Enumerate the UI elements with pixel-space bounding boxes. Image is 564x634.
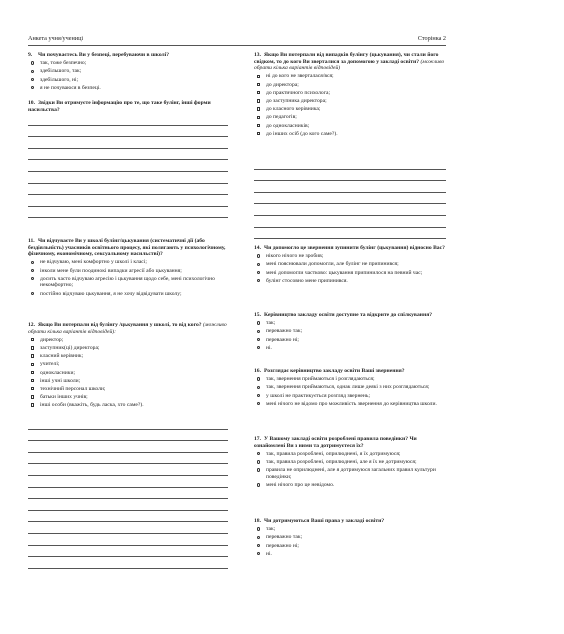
question-label: Якщо Ви потерпали від випадків булінгу (цькування), чи стали його свідком, то до кого Ви зверталися за допомогою у закладі освіти? [254,52,439,65]
question-13 [254,52,446,137]
answer-option[interactable] [254,270,446,277]
answer-option-label: батьки інших учнів; [40,394,88,401]
question-label: Розглядає керівництво закладу освіти Ваші звернення? [264,368,405,374]
radio-button[interactable] [257,377,260,380]
answer-option-label: постійно відчуваю цькування, я не хочу відвідувати школу; [40,290,182,297]
answer-option[interactable] [28,259,228,266]
radio-button[interactable] [31,292,34,295]
answer-option[interactable] [254,451,446,458]
question-number: 10. [28,100,35,106]
checkbox[interactable] [257,116,260,119]
answer-option[interactable] [254,543,446,550]
radio-button[interactable] [257,544,260,547]
checkbox[interactable] [31,387,34,390]
answer-option[interactable] [28,291,228,298]
radio-button[interactable] [257,271,260,274]
question-number: 17. [254,436,261,442]
answer-option-label: правила не оприлюднені, але я дотримуюся загальних правил культури поведінки; [266,467,436,480]
question-text [254,52,446,72]
answer-option[interactable] [28,378,228,385]
radio-button[interactable] [257,254,260,257]
question-number: 16. [254,368,261,374]
answer-option[interactable] [254,384,446,391]
answer-lines-q13[interactable] [254,158,446,239]
question-text [254,436,446,449]
answer-option[interactable] [254,278,446,285]
question-text [254,368,446,375]
answer-option-label: інколи мене були поодинокі випадки агресії або цькування; [40,267,182,274]
answer-option[interactable] [254,131,446,138]
answer-option-label: ні. [266,550,272,557]
answer-option[interactable] [254,401,446,408]
radio-button[interactable] [31,277,34,280]
answer-option-label: до класного керівника; [266,106,321,113]
answer-option-label: інші особи (вкажіть, будь ласка, хто саме?). [40,402,144,409]
answer-option[interactable] [28,60,228,67]
answer-option-label: однокласники; [40,369,75,376]
answer-option[interactable] [254,328,446,335]
answer-option[interactable] [254,467,446,480]
answer-option[interactable] [28,268,228,275]
answer-lines-q12[interactable] [28,418,228,569]
checkbox[interactable] [31,338,34,341]
answer-option-label: мені пояснювали допомогли, але булінг не припинився; [266,261,399,268]
answer-option[interactable] [254,261,446,268]
answer-option[interactable] [28,361,228,368]
radio-button[interactable] [31,78,34,81]
answer-option[interactable] [254,90,446,97]
answer-option[interactable] [254,482,446,489]
question-number: 11. [28,238,35,244]
question-16 [254,368,446,407]
answer-option[interactable] [254,106,446,113]
question-9 [28,52,228,91]
answer-option-label: директор; [40,336,64,343]
answer-option[interactable] [28,68,228,75]
answer-option[interactable] [254,320,446,327]
checkbox[interactable] [257,83,260,86]
answer-option[interactable] [254,526,446,533]
answer-option[interactable] [28,394,228,401]
question-number: 15. [254,312,261,318]
radio-button[interactable] [257,468,260,471]
question-number: 14. [254,245,261,251]
answer-option[interactable] [254,345,446,352]
answer-lines-q10[interactable] [28,114,228,218]
question-text [254,518,446,525]
radio-button[interactable] [257,338,260,341]
question-label: Чи допомогло це звернення зупинити булінг (цькування) відносно Вас? [264,245,445,251]
answer-option-label: у школі не практикується розгляд звернень; [266,392,371,399]
question-label: Звідки Ви отримуєте інформацію про те, що таке булінг, інші форми насильства? [28,100,211,113]
answer-option-label: так, правила розроблені, оприлюднені, я їх дотримуюся; [266,450,401,457]
answer-option-label: до практичного психолога; [266,89,331,96]
answer-option-label: до однокласників; [266,122,310,129]
radio-button[interactable] [257,321,260,324]
answer-option-label: переважно так; [266,534,303,541]
answer-option-label: учителі; [40,361,60,368]
radio-button[interactable] [257,460,260,463]
answer-option-label: інші учні школи; [40,377,81,384]
answer-option-label: переважно ні; [266,542,299,549]
answer-option[interactable] [28,353,228,360]
answer-option-label: так, правила розроблені, оприлюднені, але я їх не дотримуюся; [266,458,417,465]
question-number: 13. [254,52,261,58]
page-number: Сторінка 2 [417,35,446,42]
radio-button[interactable] [31,70,34,73]
answer-option[interactable] [28,85,228,92]
answer-option-label: технічний персонал школи; [40,385,106,392]
radio-button[interactable] [257,452,260,455]
answer-option-label: досить часто відчуваю агресію і цькування щодо себе, мені психологічно некомфортно; [40,275,215,289]
question-text [28,52,228,59]
question-12 [28,322,228,409]
answer-option-label: переважно ні; [266,336,299,343]
radio-button[interactable] [257,279,260,282]
radio-button[interactable] [257,552,260,555]
answer-option[interactable] [28,386,228,393]
checkbox[interactable] [31,395,34,398]
radio-button[interactable] [257,263,260,266]
question-17 [254,436,446,489]
answer-option-label: до педагогів; [266,114,297,121]
radio-button[interactable] [257,346,260,349]
question-text [28,322,228,335]
answer-option[interactable] [254,393,446,400]
answer-option[interactable] [28,77,228,84]
answer-option[interactable] [28,276,228,289]
answer-option-label: нікого нічого не зробив; [266,253,324,260]
header-title: Анкета учня/учениці [28,35,84,42]
question-10 [28,100,228,113]
answer-option-label: до заступника директора; [266,97,327,104]
answer-option-label: до інших осіб (до кого саме?). [266,130,338,137]
question-label: Чи відчуваєте Ви у школі булінг/цькування (систематичні дії (або бездіяльність) учасників освітнього процесу, які полягають у психологічному, фізичному, економічному, сексуальному насильстві)? [28,238,226,258]
answer-option-label: так, звернення приймаються, однак лише деякі з них розглядаються; [266,384,430,391]
question-14 [254,245,446,284]
answer-option[interactable] [254,123,446,130]
answer-option[interactable] [254,73,446,80]
answer-option-label: ні. [266,344,272,351]
answer-option[interactable] [254,114,446,121]
question-text [28,100,228,113]
question-15 [254,312,446,351]
answer-option-label: мені нічого не відомо про можливість звернення до керівництва школи. [266,400,437,407]
question-label: Якщо Ви потерпали від булінгу /цькування у школі, то від кого? [38,322,202,328]
answer-option[interactable] [254,534,446,541]
answer-option-label: класний керівник; [40,353,84,360]
answer-option[interactable] [254,459,446,466]
question-label: Чи дотримуються Ваші права у закладі освіти? [264,518,385,524]
page-header [28,35,446,46]
answer-option-label: булінг стосовно мене припинився. [266,277,348,284]
question-label: Керівництво закладу освіти доступне та відкрите до спілкування? [264,312,433,318]
answer-option-label: мені допомогли частково: цькування припинилося на певний час; [266,269,423,276]
question-text [254,245,446,252]
answer-option[interactable] [28,370,228,377]
answer-option-label: мені нічого про це невідомо. [266,481,335,488]
question-note: (можливо обрати кілька варіантів відповідей) [254,58,445,72]
checkbox[interactable] [31,371,34,374]
answer-option-label: до директора; [266,81,299,88]
answer-option[interactable] [254,253,446,260]
question-note: (можливо обрати кілька варіантів відповідей): [28,322,227,335]
answer-option[interactable] [28,402,228,409]
checkbox[interactable] [257,99,260,102]
question-number: 9. [28,52,33,58]
checkbox[interactable] [257,107,260,110]
radio-button[interactable] [31,261,34,264]
checkbox[interactable] [257,75,260,78]
radio-button[interactable] [257,483,260,486]
answer-option-label: здебільшого, так; [40,68,82,75]
answer-option-label: так, тоже безпечно; [40,60,87,67]
radio-button[interactable] [31,269,34,272]
answer-option-label: я не почуваюся в безпеці. [40,84,101,91]
question-label: Чи почуваєтесь Ви у безпеці, перебуваючи в школі? [38,52,170,58]
radio-button[interactable] [257,386,260,389]
question-number: 12. [28,322,35,328]
checkbox[interactable] [31,346,34,349]
radio-button[interactable] [257,536,260,539]
checkbox[interactable] [31,354,34,357]
answer-option[interactable] [254,337,446,344]
question-18 [254,518,446,557]
checkbox[interactable] [257,91,260,94]
answer-option-label: здебільшого, ні; [40,76,79,83]
checkbox[interactable] [31,363,34,366]
radio-button[interactable] [257,330,260,333]
checkbox[interactable] [257,124,260,127]
answer-option-label: так; [266,526,276,533]
answer-option-label: ні до кого не зверталася/вся; [266,73,334,80]
answer-option-label: так; [266,320,276,327]
answer-option[interactable] [254,98,446,105]
answer-option[interactable] [254,82,446,89]
answer-option-label: не відчуваю, мені комфортно у школі і класі; [40,259,147,266]
radio-button[interactable] [31,61,34,64]
question-number: 18. [254,518,261,524]
answer-option[interactable] [254,376,446,383]
answer-option[interactable] [254,551,446,558]
answer-option-label: так, звернення приймаються і розглядаються; [266,376,375,383]
checkbox[interactable] [31,403,34,406]
answer-option[interactable] [28,345,228,352]
question-label: У Вашому закладі освіти розроблені правила поведінки? Чи ознайомлені Ви з ними та дотримуєтеся їх? [254,436,417,449]
radio-button[interactable] [257,394,260,397]
question-11 [28,238,228,297]
checkbox[interactable] [31,379,34,382]
question-text [28,238,228,258]
radio-button[interactable] [31,86,34,89]
answer-option-label: переважно так; [266,328,303,335]
answer-option-label: заступник(ці) директора; [40,344,100,351]
answer-option[interactable] [28,337,228,344]
question-text [254,312,446,319]
radio-button[interactable] [257,402,260,405]
checkbox[interactable] [257,132,260,135]
radio-button[interactable] [257,527,260,530]
